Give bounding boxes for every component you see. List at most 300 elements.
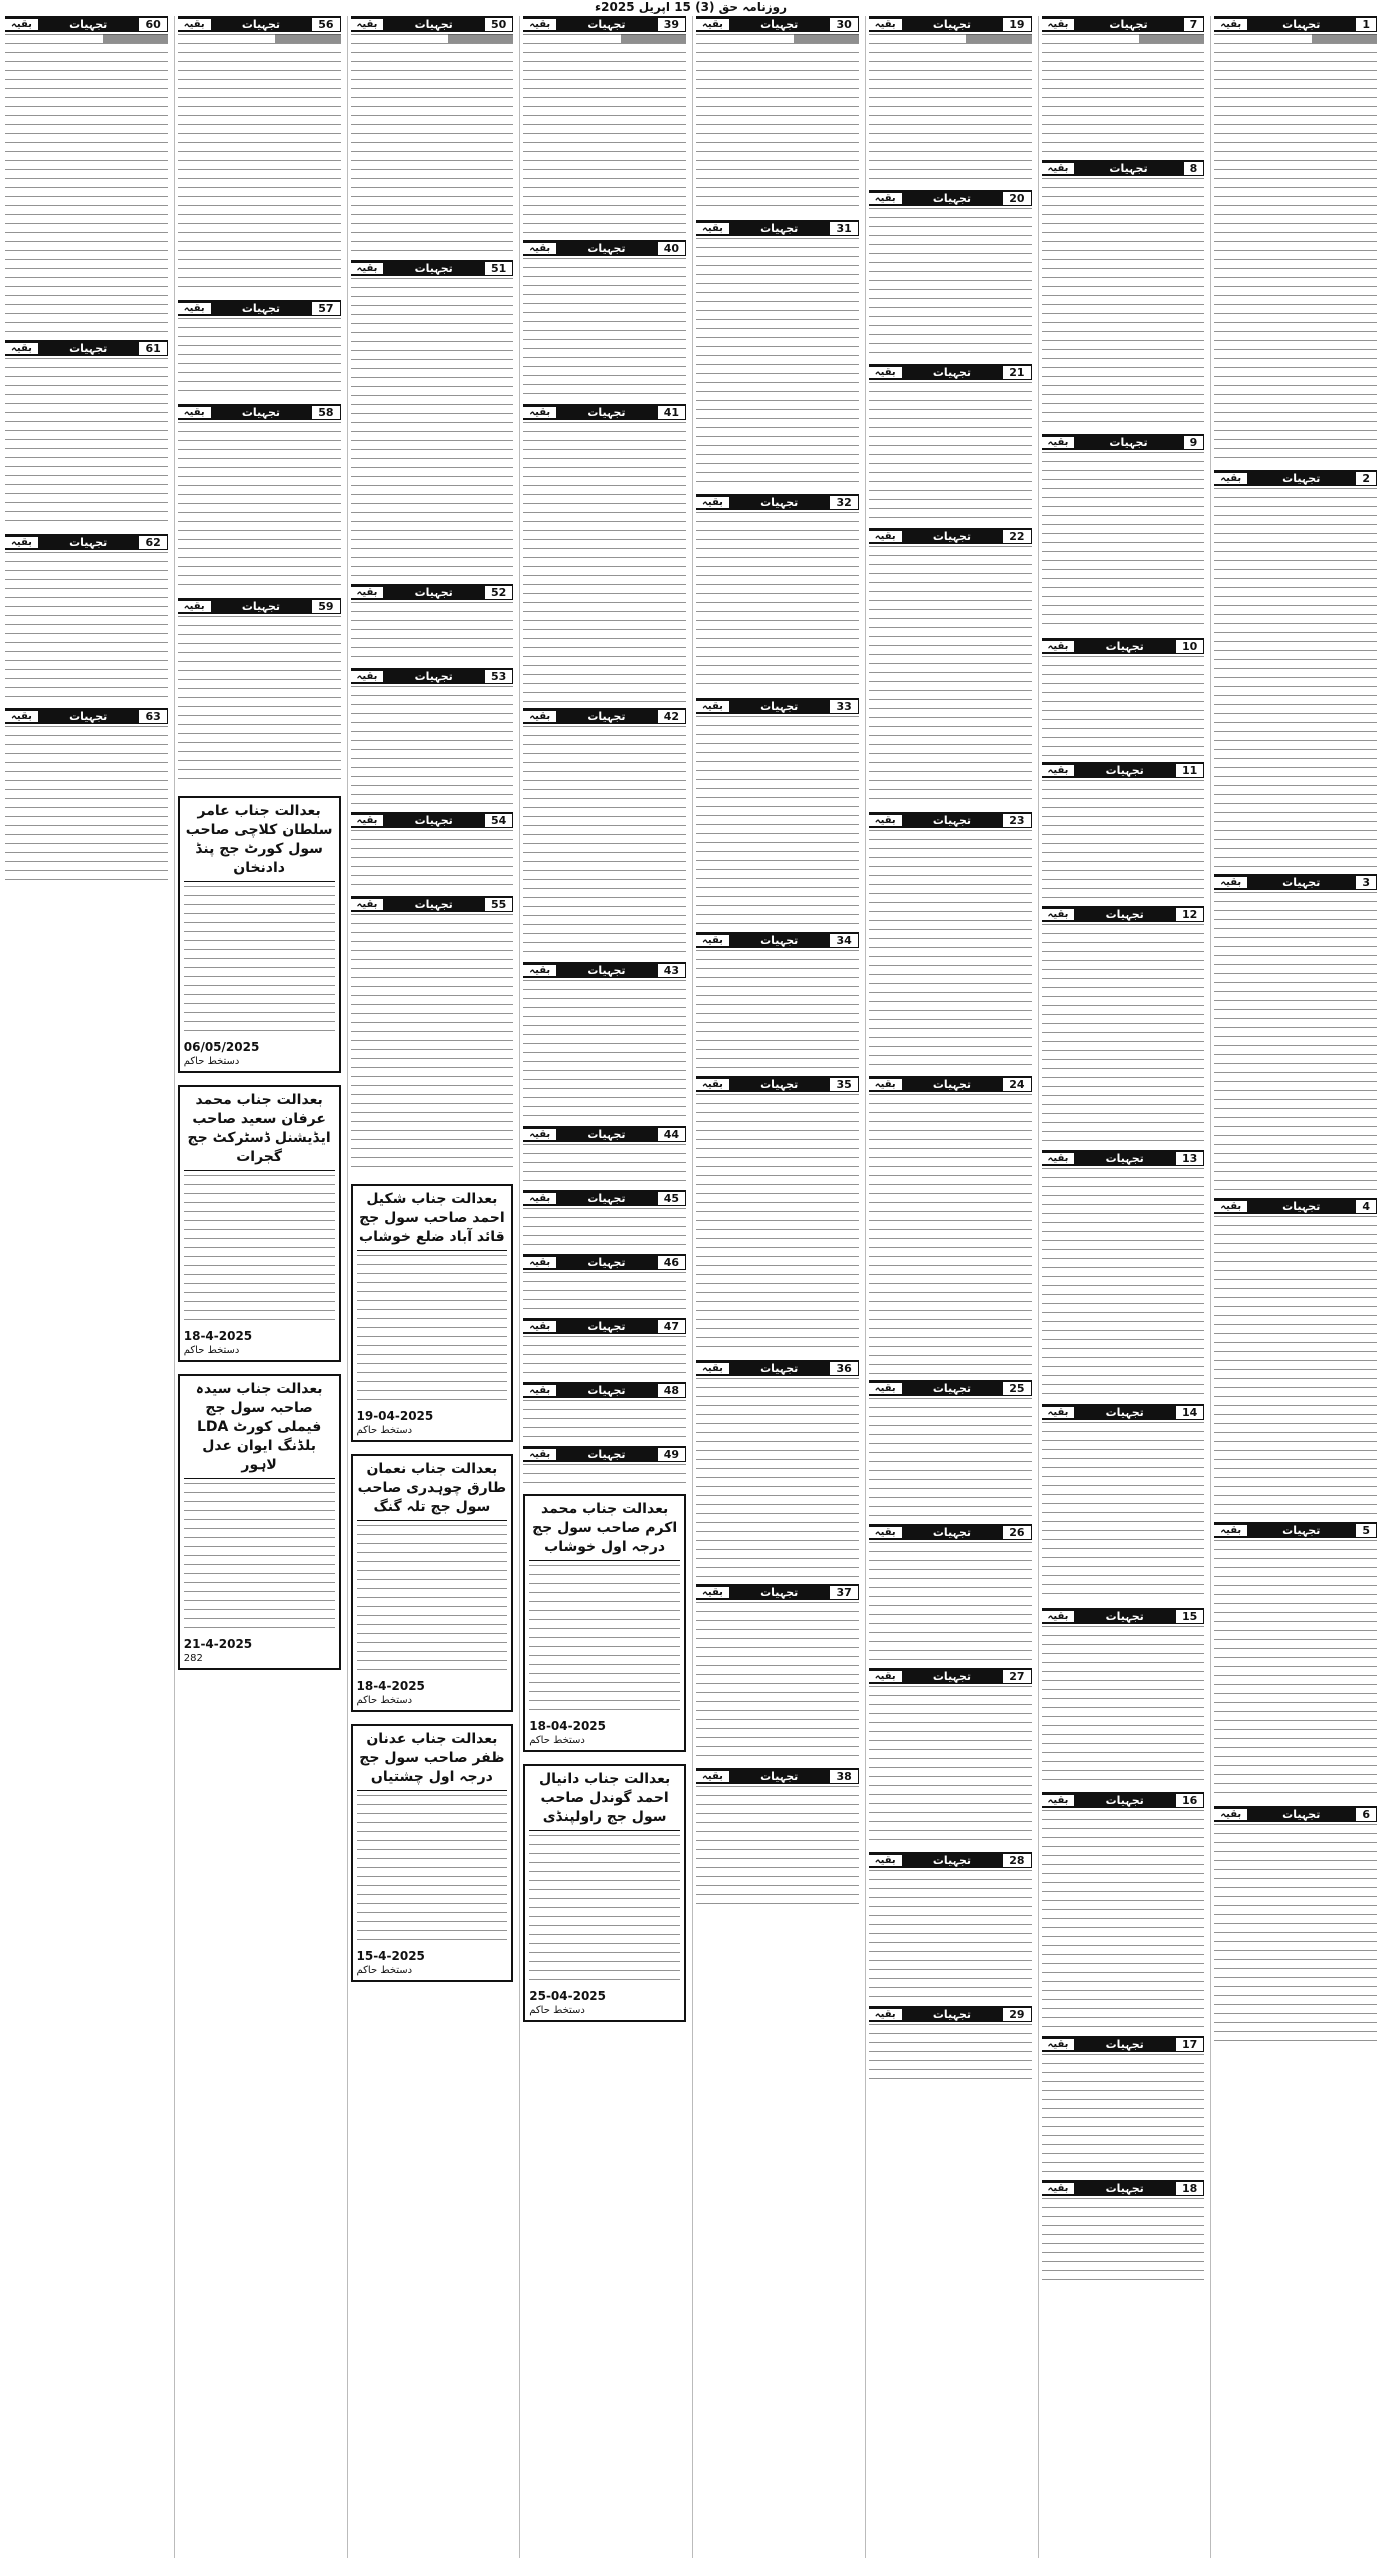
news-item bbox=[1042, 1792, 1205, 2030]
news-item bbox=[696, 932, 859, 1070]
item-number: 36 bbox=[829, 1361, 858, 1376]
news-item bbox=[869, 528, 1032, 806]
news-item bbox=[351, 584, 514, 662]
body-text-block bbox=[523, 258, 686, 398]
item-label: تجہیات bbox=[932, 191, 972, 205]
body-text-block bbox=[1214, 1216, 1377, 1516]
notice-date: 25-04-2025 bbox=[529, 1989, 607, 2003]
item-header bbox=[1042, 638, 1205, 654]
item-tag: بقیہ bbox=[869, 19, 902, 30]
news-item bbox=[1042, 16, 1205, 154]
item-label: تجہیات bbox=[932, 1853, 972, 1867]
item-number: 42 bbox=[657, 709, 686, 724]
item-number: 3 bbox=[1355, 875, 1377, 890]
body-text-block bbox=[1042, 178, 1205, 428]
item-label: تجہیات bbox=[932, 365, 972, 379]
column-7 bbox=[174, 16, 344, 2558]
body-text-block bbox=[178, 422, 341, 592]
item-label: تجہیات bbox=[760, 495, 799, 509]
item-header bbox=[178, 404, 341, 420]
item-header bbox=[523, 1126, 686, 1142]
item-tag: بقیہ bbox=[1042, 641, 1075, 652]
item-label: تجہیات bbox=[760, 1769, 799, 1783]
item-label: تجہیات bbox=[1105, 2037, 1144, 2051]
divider bbox=[357, 1790, 508, 1791]
notice-signature: دستخط حاکم bbox=[356, 1425, 413, 1436]
item-tag: بقیہ bbox=[696, 19, 729, 30]
item-tag: بقیہ bbox=[869, 1527, 902, 1538]
item-header bbox=[5, 16, 168, 32]
item-label: تجہیات bbox=[932, 529, 972, 543]
item-number: 63 bbox=[138, 709, 167, 724]
notice-title: بعدالت جناب محمد عرفان سعید صاحب ایڈیشنل ڈسٹرکٹ جج گجرات bbox=[187, 1092, 331, 1165]
item-number: 52 bbox=[484, 585, 513, 600]
news-item bbox=[1042, 2180, 1205, 2288]
body-text-block bbox=[869, 546, 1032, 806]
news-item bbox=[523, 240, 686, 398]
item-header bbox=[351, 896, 514, 912]
news-item bbox=[1042, 762, 1205, 900]
item-tag: بقیہ bbox=[1214, 1809, 1247, 1820]
item-tag: بقیہ bbox=[869, 367, 902, 378]
item-tag: بقیہ bbox=[5, 711, 38, 722]
news-item bbox=[1042, 906, 1205, 1144]
body-text-block bbox=[696, 1094, 859, 1354]
body-text-block bbox=[523, 1336, 686, 1376]
news-item bbox=[869, 190, 1032, 358]
item-tag: بقیہ bbox=[1214, 1525, 1247, 1536]
item-number: 50 bbox=[484, 17, 513, 32]
item-label: تجہیات bbox=[414, 897, 453, 911]
column-2 bbox=[1038, 16, 1208, 2558]
item-tag: بقیہ bbox=[523, 1193, 556, 1204]
notice-signature: دستخط حاکم bbox=[183, 1345, 240, 1356]
notice-body bbox=[357, 1255, 508, 1405]
news-item bbox=[696, 1768, 859, 1906]
body-text-block bbox=[869, 2024, 1032, 2084]
item-header bbox=[1042, 434, 1205, 450]
column-8 bbox=[2, 16, 171, 2558]
item-number: 51 bbox=[484, 261, 513, 276]
news-item bbox=[178, 300, 341, 398]
item-label: تجہیات bbox=[1105, 1151, 1144, 1165]
body-text-block bbox=[351, 278, 514, 578]
news-item bbox=[1042, 1150, 1205, 1398]
item-header bbox=[869, 2006, 1032, 2022]
item-number: 35 bbox=[829, 1077, 858, 1092]
item-tag: بقیہ bbox=[696, 497, 729, 508]
item-number: 19 bbox=[1002, 17, 1031, 32]
item-header bbox=[523, 1318, 686, 1334]
body-text-block bbox=[523, 34, 686, 234]
item-label: تجہیات bbox=[1282, 875, 1321, 889]
item-header bbox=[1042, 1150, 1205, 1166]
news-item bbox=[696, 1584, 859, 1762]
item-label: تجہیات bbox=[69, 341, 108, 355]
item-header bbox=[696, 1584, 859, 1600]
item-number: 16 bbox=[1175, 1793, 1204, 1808]
item-header bbox=[1214, 16, 1377, 32]
item-header bbox=[1042, 2036, 1205, 2052]
item-tag: بقیہ bbox=[869, 815, 902, 826]
news-item bbox=[523, 1126, 686, 1184]
item-header bbox=[351, 584, 514, 600]
item-header bbox=[869, 1380, 1032, 1396]
item-number: 47 bbox=[657, 1319, 686, 1334]
item-header bbox=[523, 16, 686, 32]
notice-title: بعدالت جناب شکیل احمد صاحب سول جج قائد آباد ضلع خوشاب bbox=[359, 1191, 505, 1245]
body-text-block bbox=[351, 34, 514, 254]
item-label: تجہیات bbox=[932, 1077, 972, 1091]
item-number: 24 bbox=[1002, 1077, 1031, 1092]
news-item bbox=[1042, 1404, 1205, 1602]
item-label: تجہیات bbox=[241, 301, 281, 315]
news-item bbox=[1214, 874, 1377, 1192]
court-notice bbox=[523, 1494, 686, 1752]
item-tag: بقیہ bbox=[523, 1257, 556, 1268]
body-text-block bbox=[869, 1686, 1032, 1846]
item-header bbox=[523, 1254, 686, 1270]
item-tag: بقیہ bbox=[523, 965, 556, 976]
item-tag: بقیہ bbox=[523, 1449, 556, 1460]
item-number: 5 bbox=[1355, 1523, 1377, 1538]
body-text-block bbox=[1042, 2054, 1205, 2174]
item-number: 1 bbox=[1355, 17, 1377, 32]
body-text-block bbox=[869, 1542, 1032, 1662]
body-text-block bbox=[523, 1464, 686, 1484]
news-item bbox=[869, 1668, 1032, 1846]
item-number: 54 bbox=[484, 813, 513, 828]
divider bbox=[529, 1560, 680, 1561]
notice-title: بعدالت جناب دانیال احمد گوندل صاحب سول جج راولپنڈی bbox=[538, 1771, 671, 1825]
body-text-block bbox=[869, 34, 1032, 184]
body-text-block bbox=[1042, 34, 1205, 154]
item-header bbox=[1042, 2180, 1205, 2196]
item-tag: بقیہ bbox=[869, 193, 902, 204]
item-label: تجہیات bbox=[241, 599, 281, 613]
item-tag: بقیہ bbox=[5, 19, 38, 30]
news-item bbox=[1214, 16, 1377, 464]
body-text-block bbox=[5, 726, 168, 886]
notice-body bbox=[184, 1483, 335, 1633]
court-notice bbox=[178, 796, 341, 1073]
notice-title: بعدالت جناب محمد اکرم صاحب سول جج درجہ اول خوشاب bbox=[532, 1501, 678, 1555]
body-text-block bbox=[523, 1144, 686, 1184]
body-text-block bbox=[523, 980, 686, 1120]
item-tag: بقیہ bbox=[523, 1321, 556, 1332]
news-item bbox=[351, 812, 514, 890]
item-number: 18 bbox=[1175, 2181, 1204, 2196]
item-label: تجہیات bbox=[932, 1381, 972, 1395]
item-tag: بقیہ bbox=[351, 671, 384, 682]
news-item bbox=[869, 1380, 1032, 1518]
news-item bbox=[351, 260, 514, 578]
divider bbox=[529, 1830, 680, 1831]
item-header bbox=[1042, 1404, 1205, 1420]
item-label: تجہیات bbox=[760, 221, 799, 235]
item-number: 57 bbox=[311, 301, 340, 316]
item-tag: بقیہ bbox=[1042, 909, 1075, 920]
item-label: تجہیات bbox=[1109, 17, 1148, 31]
item-label: تجہیات bbox=[414, 585, 453, 599]
news-item bbox=[523, 962, 686, 1120]
body-text-block bbox=[523, 726, 686, 956]
item-label: تجہیات bbox=[1105, 763, 1144, 777]
item-label: تجہیات bbox=[1282, 1523, 1321, 1537]
court-notice bbox=[351, 1454, 514, 1712]
divider bbox=[357, 1250, 508, 1251]
item-number: 7 bbox=[1183, 17, 1205, 32]
item-label: تجہیات bbox=[1105, 2181, 1144, 2195]
item-tag: بقیہ bbox=[178, 601, 211, 612]
item-number: 39 bbox=[657, 17, 686, 32]
item-label: تجہیات bbox=[1105, 1609, 1144, 1623]
item-label: تجہیات bbox=[760, 699, 799, 713]
body-text-block bbox=[1042, 656, 1205, 756]
item-tag: بقیہ bbox=[523, 19, 556, 30]
item-number: 49 bbox=[657, 1447, 686, 1462]
news-item bbox=[1042, 1608, 1205, 1786]
item-header bbox=[5, 340, 168, 356]
notice-body bbox=[357, 1525, 508, 1675]
news-item bbox=[523, 708, 686, 956]
notice-title: بعدالت جناب عامر سلطان کلاچی صاحب سول کورٹ جج پنڈ دادنخان bbox=[185, 803, 333, 876]
news-item bbox=[178, 404, 341, 592]
item-header bbox=[178, 300, 341, 316]
item-tag: بقیہ bbox=[869, 531, 902, 542]
news-item bbox=[696, 16, 859, 214]
item-tag: بقیہ bbox=[696, 1587, 729, 1598]
body-text-block bbox=[178, 34, 341, 294]
column-5 bbox=[519, 16, 689, 2558]
notice-signature: دستخط حاکم bbox=[356, 1965, 413, 1976]
body-text-block bbox=[869, 1870, 1032, 2000]
item-header bbox=[696, 932, 859, 948]
body-text-block bbox=[869, 1398, 1032, 1518]
body-text-block bbox=[351, 830, 514, 890]
item-header bbox=[869, 190, 1032, 206]
item-number: 56 bbox=[311, 17, 340, 32]
item-header bbox=[5, 708, 168, 724]
news-item bbox=[1214, 1522, 1377, 1800]
body-text-block bbox=[1042, 924, 1205, 1144]
item-tag: بقیہ bbox=[1042, 1407, 1075, 1418]
body-text-block bbox=[696, 1602, 859, 1762]
item-label: تجہیات bbox=[1105, 639, 1144, 653]
item-label: تجہیات bbox=[587, 709, 626, 723]
item-number: 11 bbox=[1175, 763, 1204, 778]
notice-date: 21-4-2025 bbox=[183, 1637, 253, 1651]
body-text-block bbox=[1214, 488, 1377, 868]
item-number: 58 bbox=[311, 405, 340, 420]
notice-date: 18-04-2025 bbox=[529, 1719, 607, 1733]
item-number: 33 bbox=[829, 699, 858, 714]
item-label: تجہیات bbox=[587, 17, 626, 31]
item-number: 22 bbox=[1002, 529, 1031, 544]
item-header bbox=[523, 708, 686, 724]
item-number: 2 bbox=[1355, 471, 1377, 486]
notice-signature: دستخط حاکم bbox=[529, 2005, 585, 2016]
item-number: 4 bbox=[1355, 1199, 1377, 1214]
item-number: 9 bbox=[1183, 435, 1205, 450]
body-text-block bbox=[696, 1378, 859, 1578]
item-header bbox=[351, 16, 514, 32]
item-tag: بقیہ bbox=[351, 815, 384, 826]
notice-body bbox=[184, 1175, 335, 1325]
columns-container bbox=[2, 16, 1380, 2558]
divider bbox=[357, 1520, 508, 1521]
item-label: تجہیات bbox=[587, 1383, 626, 1397]
item-header bbox=[696, 1076, 859, 1092]
item-number: 8 bbox=[1183, 161, 1205, 176]
news-item bbox=[696, 1360, 859, 1578]
item-number: 14 bbox=[1175, 1405, 1204, 1420]
divider bbox=[184, 1170, 335, 1171]
item-label: تجہیات bbox=[932, 1525, 972, 1539]
notice-signature: دستخط حاکم bbox=[529, 1735, 585, 1746]
item-tag: بقیہ bbox=[523, 1385, 556, 1396]
item-header bbox=[523, 404, 686, 420]
body-text-block bbox=[523, 1208, 686, 1248]
news-item bbox=[1042, 434, 1205, 632]
item-header bbox=[1214, 1198, 1377, 1214]
item-tag: بقیہ bbox=[1042, 19, 1075, 30]
item-number: 62 bbox=[138, 535, 167, 550]
item-header bbox=[178, 598, 341, 614]
body-text-block bbox=[351, 686, 514, 806]
body-text-block bbox=[523, 422, 686, 702]
court-notice bbox=[523, 1764, 686, 2022]
news-item bbox=[869, 1524, 1032, 1662]
item-header bbox=[1214, 1806, 1377, 1822]
notice-body bbox=[529, 1835, 680, 1985]
item-number: 53 bbox=[484, 669, 513, 684]
body-text-block bbox=[696, 716, 859, 926]
item-label: تجہیات bbox=[241, 17, 281, 31]
item-header bbox=[351, 668, 514, 684]
item-label: تجہیات bbox=[1282, 1807, 1321, 1821]
body-text-block bbox=[696, 238, 859, 488]
body-text-block bbox=[523, 1272, 686, 1312]
item-tag: بقیہ bbox=[869, 2009, 902, 2020]
court-notice bbox=[178, 1085, 341, 1362]
column-1 bbox=[1210, 16, 1380, 2558]
item-tag: بقیہ bbox=[523, 1129, 556, 1140]
item-label: تجہیات bbox=[587, 1127, 626, 1141]
court-notice bbox=[351, 1724, 514, 1982]
item-tag: بقیہ bbox=[1042, 765, 1075, 776]
item-tag: بقیہ bbox=[1214, 473, 1247, 484]
notice-date: 15-4-2025 bbox=[356, 1949, 425, 1963]
news-item bbox=[523, 1254, 686, 1312]
item-header bbox=[1042, 1608, 1205, 1624]
news-item bbox=[523, 404, 686, 702]
item-header bbox=[1042, 762, 1205, 778]
item-number: 32 bbox=[829, 495, 858, 510]
body-text-block bbox=[1214, 892, 1377, 1192]
item-header bbox=[523, 1190, 686, 1206]
item-header bbox=[869, 16, 1032, 32]
item-tag: بقیہ bbox=[178, 19, 211, 30]
body-text-block bbox=[5, 358, 168, 528]
notice-signature: دستخط حاکم bbox=[356, 1695, 413, 1706]
news-item bbox=[523, 1446, 686, 1484]
item-tag: بقیہ bbox=[696, 935, 729, 946]
item-tag: بقیہ bbox=[178, 407, 211, 418]
notice-body bbox=[357, 1795, 508, 1945]
body-text-block bbox=[1214, 1824, 1377, 2044]
body-text-block bbox=[869, 382, 1032, 522]
item-tag: بقیہ bbox=[1042, 1611, 1075, 1622]
item-number: 38 bbox=[829, 1769, 858, 1784]
item-tag: بقیہ bbox=[1042, 2039, 1075, 2050]
item-number: 60 bbox=[138, 17, 167, 32]
item-tag: بقیہ bbox=[696, 1079, 729, 1090]
item-number: 13 bbox=[1175, 1151, 1204, 1166]
item-number: 20 bbox=[1002, 191, 1031, 206]
item-label: تجہیات bbox=[932, 2007, 972, 2021]
item-header bbox=[1214, 470, 1377, 486]
item-tag: بقیہ bbox=[1214, 19, 1247, 30]
notice-body bbox=[184, 886, 335, 1036]
item-tag: بقیہ bbox=[351, 587, 384, 598]
item-label: تجہیات bbox=[1109, 435, 1148, 449]
news-item bbox=[696, 220, 859, 488]
news-item bbox=[869, 2006, 1032, 2084]
item-header bbox=[869, 812, 1032, 828]
item-header bbox=[5, 534, 168, 550]
item-number: 31 bbox=[829, 221, 858, 236]
body-text-block bbox=[1042, 452, 1205, 632]
body-text-block bbox=[523, 1400, 686, 1440]
news-item bbox=[1214, 1198, 1377, 1516]
notice-date: 19-04-2025 bbox=[356, 1409, 434, 1423]
news-item bbox=[1214, 1806, 1377, 2044]
news-item bbox=[1042, 160, 1205, 428]
news-item bbox=[523, 16, 686, 234]
item-tag: بقیہ bbox=[869, 1671, 902, 1682]
news-item bbox=[5, 340, 168, 528]
item-label: تجہیات bbox=[414, 17, 453, 31]
item-tag: بقیہ bbox=[1214, 877, 1247, 888]
item-tag: بقیہ bbox=[869, 1855, 902, 1866]
item-header bbox=[1042, 16, 1205, 32]
news-item bbox=[1042, 2036, 1205, 2174]
item-tag: بقیہ bbox=[523, 243, 556, 254]
body-text-block bbox=[178, 616, 341, 786]
body-text-block bbox=[178, 318, 341, 398]
notice-signature: دستخط حاکم bbox=[183, 1056, 240, 1067]
item-number: 29 bbox=[1002, 2007, 1031, 2022]
item-label: تجہیات bbox=[587, 241, 626, 255]
item-label: تجہیات bbox=[69, 17, 108, 31]
item-label: تجہیات bbox=[760, 1585, 799, 1599]
item-header bbox=[869, 1668, 1032, 1684]
item-header bbox=[869, 364, 1032, 380]
item-number: 55 bbox=[484, 897, 513, 912]
item-header bbox=[696, 494, 859, 510]
divider bbox=[184, 1478, 335, 1479]
news-item bbox=[869, 812, 1032, 1070]
item-header bbox=[869, 1524, 1032, 1540]
item-header bbox=[1042, 1792, 1205, 1808]
item-label: تجہیات bbox=[414, 261, 453, 275]
item-tag: بقیہ bbox=[351, 899, 384, 910]
body-text-block bbox=[1042, 1626, 1205, 1786]
news-item bbox=[869, 1076, 1032, 1374]
item-label: تجہیات bbox=[760, 1361, 799, 1375]
item-header bbox=[178, 16, 341, 32]
